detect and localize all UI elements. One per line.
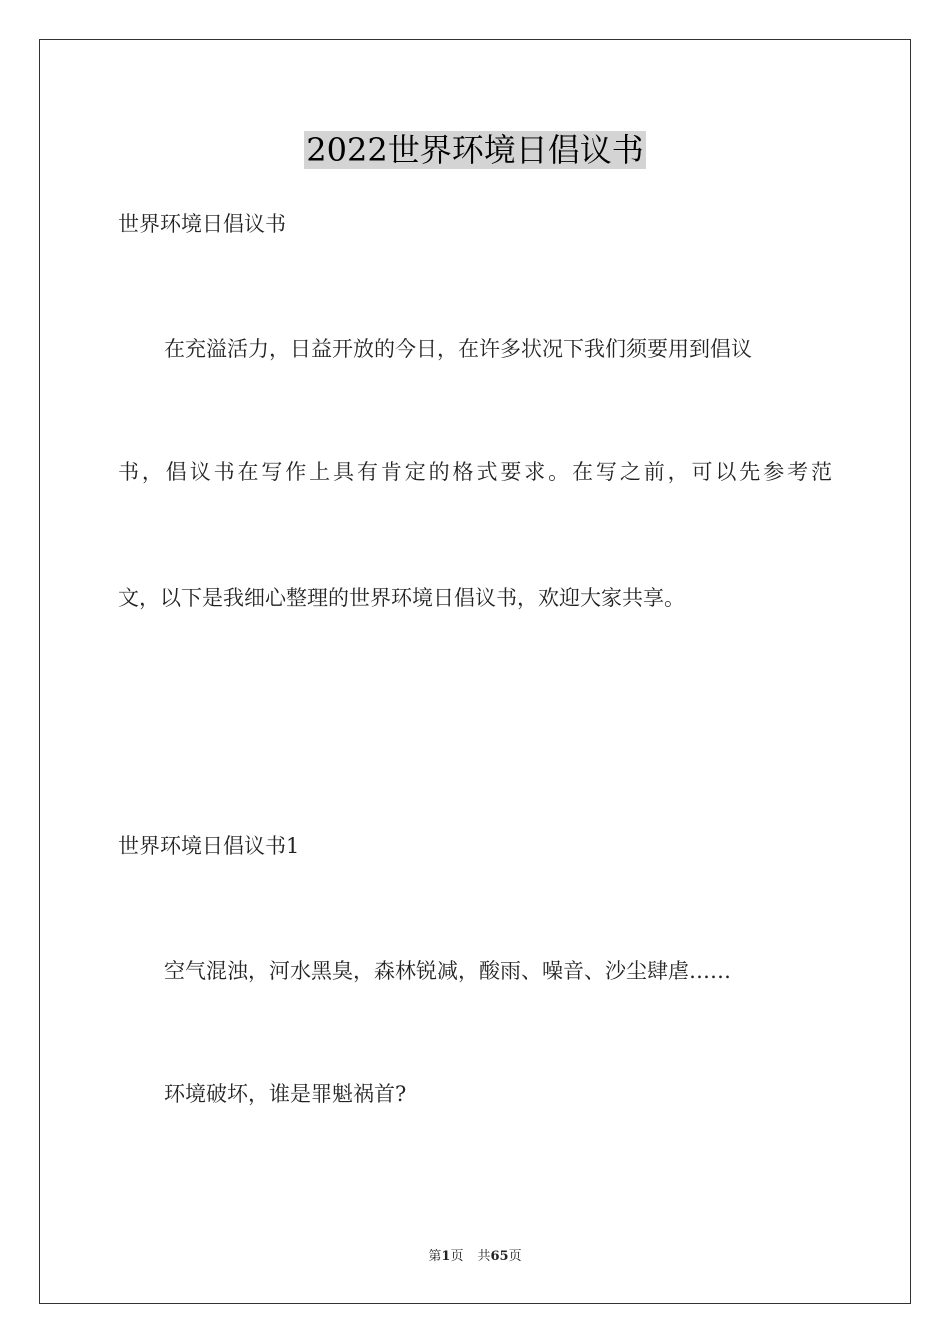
document-title-text: 2022世界环境日倡议书 xyxy=(306,131,644,169)
document-subtitle: 世界环境日倡议书 xyxy=(118,212,286,236)
section-heading: 世界环境日倡议书1 xyxy=(118,834,300,858)
footer-page-number: 1 xyxy=(441,1249,451,1264)
page-footer xyxy=(0,1248,950,1266)
footer-page-suffix: 页 xyxy=(450,1249,464,1264)
intro-line-3: 文，以下是我细心整理的世界环境日倡议书，欢迎大家共享。 xyxy=(118,586,685,610)
section-paragraph-1: 空气混浊，河水黑臭，森林锐减，酸雨、噪音、沙尘肆虐…… xyxy=(164,959,731,983)
document-title xyxy=(0,128,950,172)
intro-line-2: 书，倡议书在写作上具有肯定的格式要求。在写之前，可以先参考范 xyxy=(118,460,832,484)
footer-total-prefix: 共 xyxy=(477,1249,491,1264)
footer-total-suffix: 页 xyxy=(508,1249,522,1264)
section-paragraph-2: 环境破坏，谁是罪魁祸首? xyxy=(164,1082,407,1106)
footer-page-prefix: 第 xyxy=(428,1249,442,1264)
footer-total-pages: 65 xyxy=(490,1249,509,1264)
intro-line-1: 在充溢活力，日益开放的今日，在许多状况下我们须要用到倡议 xyxy=(164,337,752,361)
